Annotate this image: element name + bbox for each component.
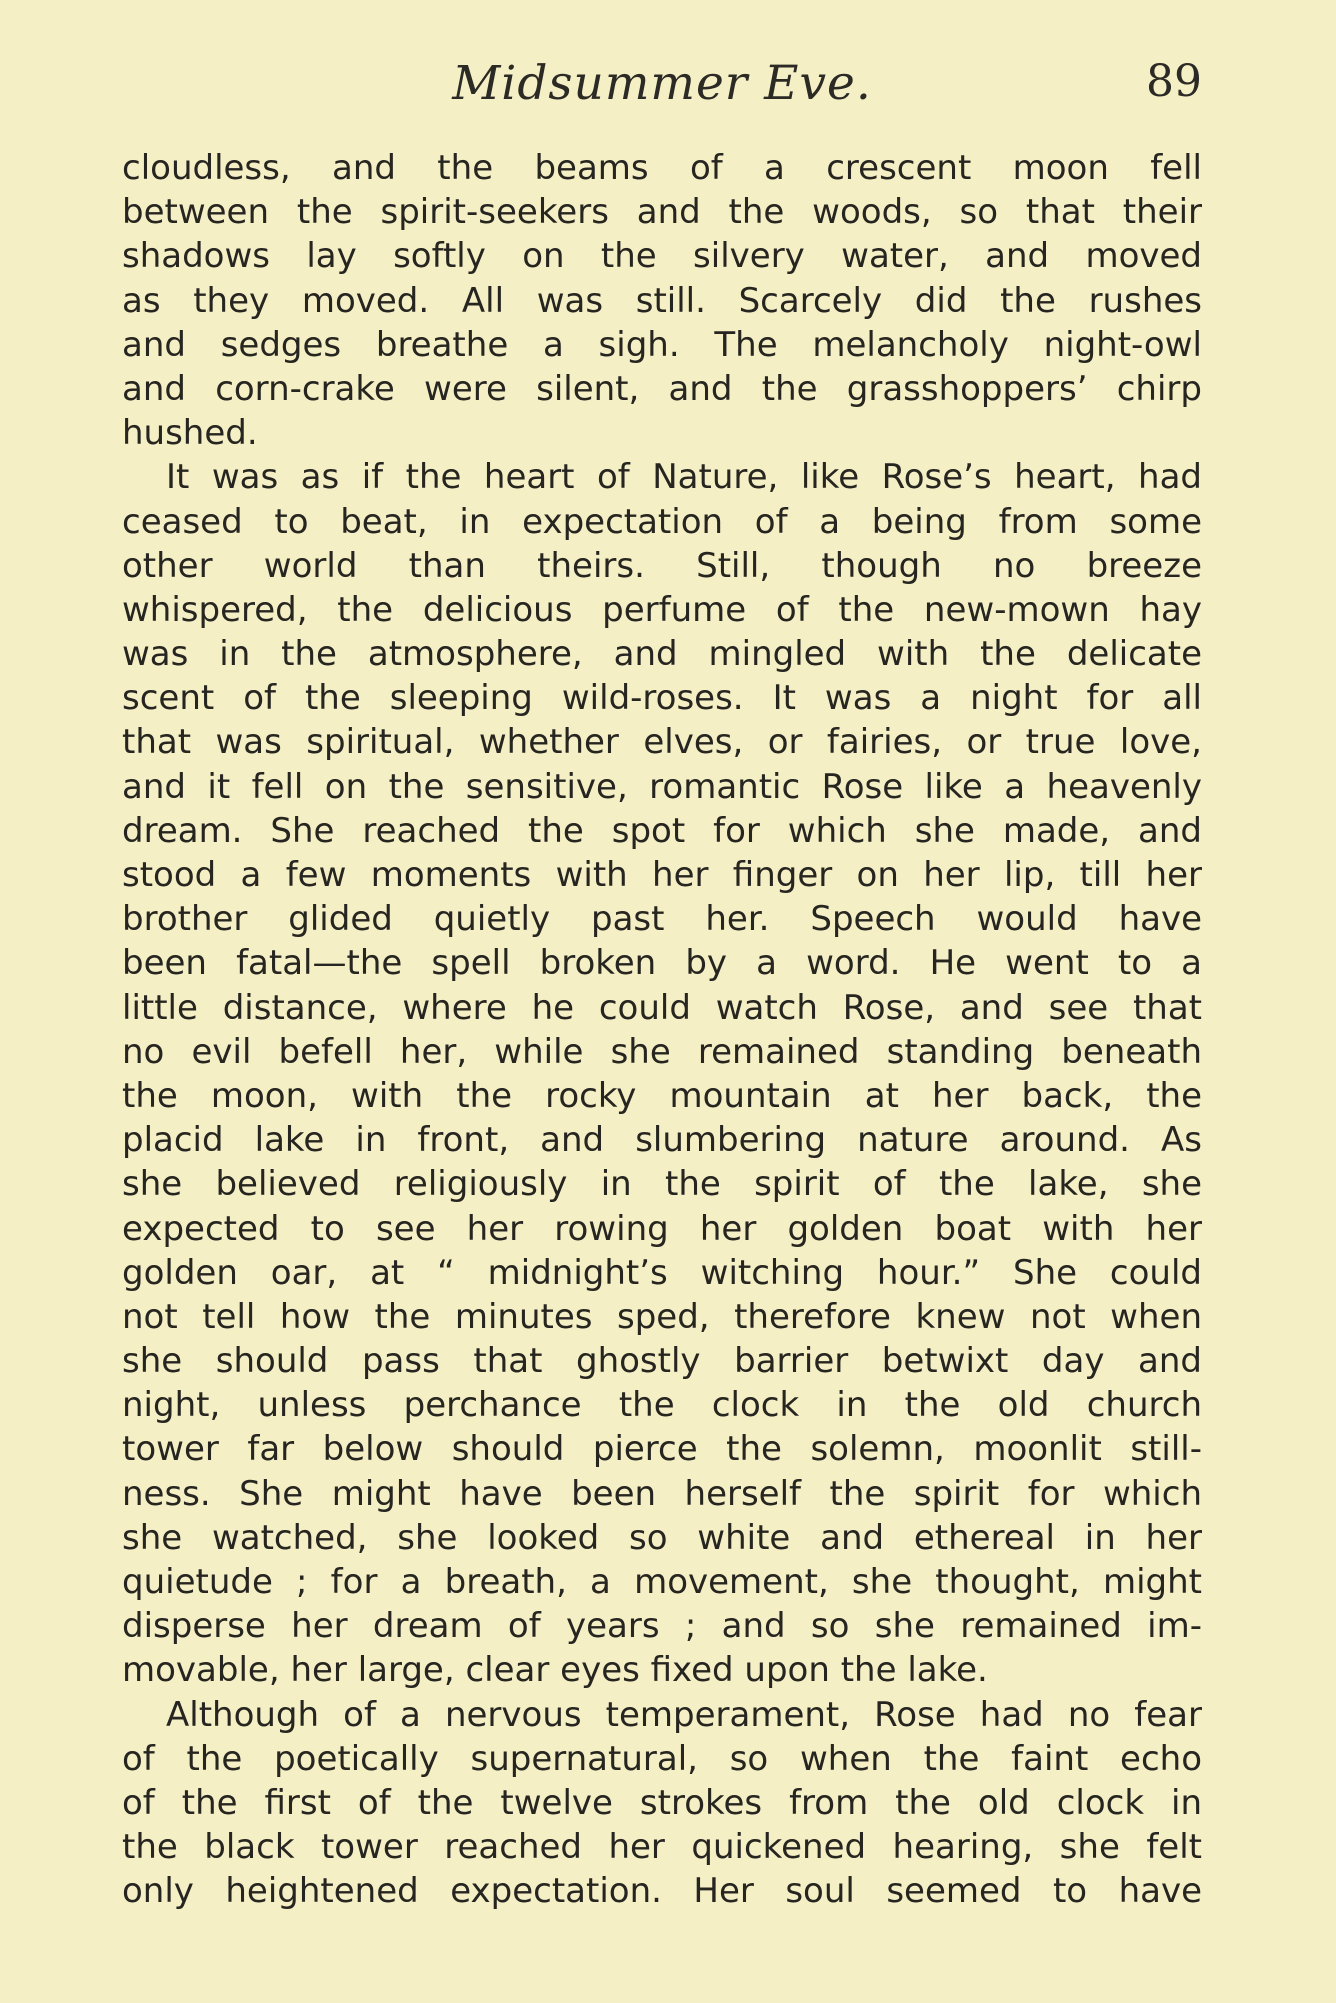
text-line: the black tower reached her quickened hearing, she felt <box>122 1827 1202 1868</box>
text-line: she should pass that ghostly barrier betwixt day and <box>122 1341 1202 1382</box>
text-line: expected to see her rowing her golden boat with her <box>122 1208 1202 1249</box>
text-line: Although of a nervous temperament, Rose had no fear <box>166 1694 1202 1735</box>
text-line: shadows lay softly on the silvery water, and moved <box>122 236 1202 277</box>
text-line: and corn-crake were silent, and the grasshoppers’ chirp <box>122 368 1202 409</box>
text-line: as they moved. All was still. Scarcely did the rushes <box>122 280 1202 321</box>
text-line: dream. She reached the spot for which she made, and <box>122 810 1202 851</box>
text-line: ness. She might have been herself the spirit for which <box>122 1473 1202 1514</box>
text-line: and it fell on the sensitive, romantic Rose like a heavenly <box>122 766 1202 807</box>
text-line: stood a few moments with her finger on her lip, till her <box>122 855 1202 895</box>
text-line: she watched, she looked so white and ethereal in her <box>122 1517 1202 1558</box>
text-line: tower far below should pierce the solemn, moonlit still- <box>122 1429 1202 1470</box>
text-line: been fatal—the spell broken by a word. He went to a <box>122 943 1202 984</box>
text-line: of the poetically supernatural, so when the faint echo <box>122 1738 1202 1779</box>
text-line: whispered, the delicious perfume of the new-mown hay <box>122 589 1202 630</box>
text-line: not tell how the minutes sped, therefore knew not when <box>122 1296 1202 1337</box>
text-line: disperse her dream of years ; and so she remained im- <box>122 1606 1202 1647</box>
text-line: movable, her large, clear eyes fixed upon the lake. <box>122 1650 988 1691</box>
text-line: between the spirit-seekers and the woods, so that their <box>122 192 1202 233</box>
text-line: was in the atmosphere, and mingled with the delicate <box>122 634 1202 675</box>
text-line: quietude ; for a breath, a movement, she thought, might <box>122 1562 1202 1602</box>
text-line: no evil befell her, while she remained standing beneath <box>122 1031 1202 1072</box>
text-line: only heightened expectation. Her soul seemed to have <box>122 1871 1202 1912</box>
text-line: night, unless perchance the clock in the old church <box>122 1385 1202 1426</box>
text-line: the moon, with the rocky mountain at her back, the <box>122 1075 1202 1116</box>
text-line: ceased to beat, in expectation of a being from some <box>122 501 1202 542</box>
body-text <box>122 146 1202 1914</box>
running-header <box>122 56 1202 116</box>
text-line: that was spiritual, whether elves, or fairies, or true love, <box>122 722 1202 763</box>
text-line: little distance, where he could watch Rose, and see that <box>122 987 1202 1028</box>
text-line: other world than theirs. Still, though no breeze <box>122 545 1202 586</box>
text-line: and sedges breathe a sigh. The melancholy night-owl <box>122 324 1202 365</box>
text-line: placid lake in front, and slumbering nature around. As <box>122 1120 1202 1161</box>
text-line: cloudless, and the beams of a crescent moon fell <box>122 148 1202 188</box>
text-line: hushed. <box>122 413 258 454</box>
text-line: scent of the sleeping wild-roses. It was a night for all <box>122 678 1202 719</box>
text-line: she believed religiously in the spirit of the lake, she <box>122 1164 1202 1205</box>
text-line: of the first of the twelve strokes from the old clock in <box>122 1782 1202 1823</box>
text-line: golden oar, at “ midnight’s witching hour.” She could <box>122 1252 1202 1293</box>
page-number: 89 <box>1146 56 1202 107</box>
running-title: Midsummer Eve. <box>452 56 872 111</box>
text-line: It was as if the heart of Nature, like Rose’s heart, had <box>166 457 1202 498</box>
text-line: brother glided quietly past her. Speech would have <box>122 899 1202 940</box>
